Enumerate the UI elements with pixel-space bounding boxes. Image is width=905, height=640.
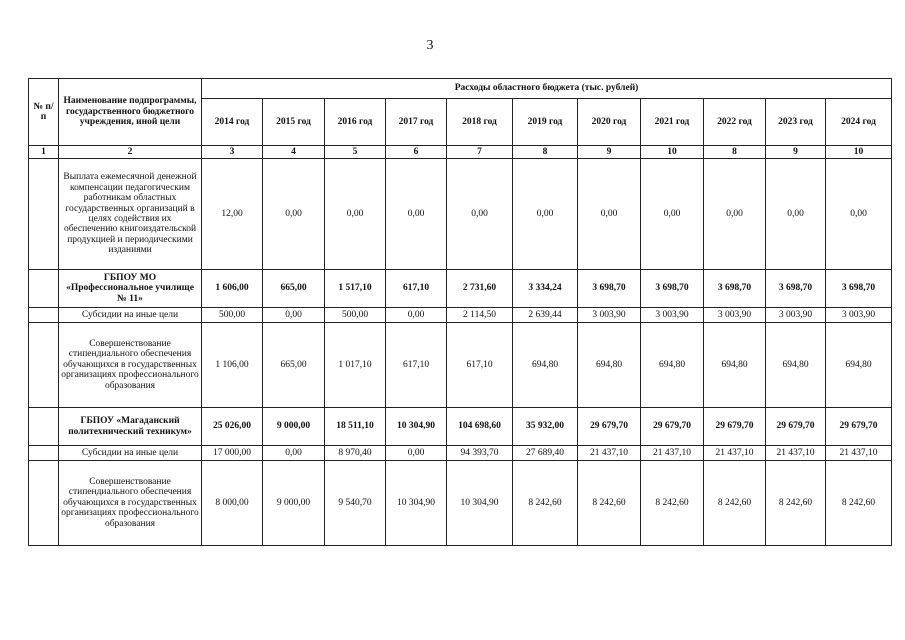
header-year: 2020 год bbox=[578, 99, 641, 146]
row-number bbox=[29, 446, 59, 461]
cell-value: 3 003,90 bbox=[704, 308, 766, 323]
cell-value: 21 437,10 bbox=[641, 446, 704, 461]
cell-value: 3 003,90 bbox=[766, 308, 826, 323]
header-year: 2022 год bbox=[704, 99, 766, 146]
cell-value: 8 242,60 bbox=[578, 461, 641, 546]
cell-value: 0,00 bbox=[826, 159, 892, 270]
table-row bbox=[29, 159, 892, 270]
row-number bbox=[29, 408, 59, 446]
cell-value: 617,10 bbox=[386, 270, 447, 308]
cell-value: 3 698,70 bbox=[826, 270, 892, 308]
cell-value: 8 970,40 bbox=[325, 446, 386, 461]
cell-value: 3 334,24 bbox=[513, 270, 578, 308]
cell-value: 29 679,70 bbox=[578, 408, 641, 446]
cell-value: 8 242,60 bbox=[826, 461, 892, 546]
cell-value: 3 698,70 bbox=[641, 270, 704, 308]
cell-value: 8 242,60 bbox=[704, 461, 766, 546]
row-name: ГБПОУ МО «Профессиональное училище № 11» bbox=[59, 270, 202, 308]
column-index: 3 bbox=[202, 146, 263, 159]
column-index: 6 bbox=[386, 146, 447, 159]
header-year: 2017 год bbox=[386, 99, 447, 146]
cell-value: 694,80 bbox=[578, 323, 641, 408]
cell-value: 2 114,50 bbox=[447, 308, 513, 323]
column-index: 4 bbox=[263, 146, 325, 159]
cell-value: 21 437,10 bbox=[578, 446, 641, 461]
cell-value: 29 679,70 bbox=[704, 408, 766, 446]
cell-value: 0,00 bbox=[641, 159, 704, 270]
cell-value: 694,80 bbox=[704, 323, 766, 408]
cell-value: 10 304,90 bbox=[386, 408, 447, 446]
cell-value: 21 437,10 bbox=[704, 446, 766, 461]
table-row bbox=[29, 446, 892, 461]
column-index: 8 bbox=[704, 146, 766, 159]
cell-value: 94 393,70 bbox=[447, 446, 513, 461]
page-number: 3 bbox=[426, 38, 434, 53]
cell-value: 0,00 bbox=[766, 159, 826, 270]
cell-value: 21 437,10 bbox=[826, 446, 892, 461]
cell-value: 8 000,00 bbox=[202, 461, 263, 546]
cell-value: 104 698,60 bbox=[447, 408, 513, 446]
cell-value: 17 000,00 bbox=[202, 446, 263, 461]
cell-value: 8 242,60 bbox=[766, 461, 826, 546]
header-year: 2014 год bbox=[202, 99, 263, 146]
cell-value: 2 639,44 bbox=[513, 308, 578, 323]
cell-value: 8 242,60 bbox=[641, 461, 704, 546]
cell-value: 0,00 bbox=[704, 159, 766, 270]
cell-value: 694,80 bbox=[513, 323, 578, 408]
table-row bbox=[29, 408, 892, 446]
cell-value: 1 517,10 bbox=[325, 270, 386, 308]
header-year: 2018 год bbox=[447, 99, 513, 146]
cell-value: 1 606,00 bbox=[202, 270, 263, 308]
cell-value: 9 540,70 bbox=[325, 461, 386, 546]
row-number bbox=[29, 308, 59, 323]
cell-value: 10 304,90 bbox=[447, 461, 513, 546]
header-year: 2021 год bbox=[641, 99, 704, 146]
column-index: 10 bbox=[641, 146, 704, 159]
cell-value: 3 003,90 bbox=[641, 308, 704, 323]
cell-value: 0,00 bbox=[386, 308, 447, 323]
row-number bbox=[29, 461, 59, 546]
column-index: 9 bbox=[578, 146, 641, 159]
row-number bbox=[29, 323, 59, 408]
header-year: 2024 год bbox=[826, 99, 892, 146]
cell-value: 25 026,00 bbox=[202, 408, 263, 446]
row-name: Совершенствование стипендиального обеспечения обучающихся в государственных организациях профессионального образования bbox=[59, 323, 202, 408]
cell-value: 617,10 bbox=[447, 323, 513, 408]
cell-value: 617,10 bbox=[386, 323, 447, 408]
header-number: № п/п bbox=[29, 79, 59, 146]
cell-value: 3 003,90 bbox=[578, 308, 641, 323]
cell-value: 35 932,00 bbox=[513, 408, 578, 446]
column-index: 8 bbox=[513, 146, 578, 159]
column-index-row bbox=[29, 146, 892, 159]
column-index: 10 bbox=[826, 146, 892, 159]
cell-value: 500,00 bbox=[202, 308, 263, 323]
cell-value: 1 106,00 bbox=[202, 323, 263, 408]
budget-expenses-table bbox=[28, 78, 892, 546]
cell-value: 694,80 bbox=[766, 323, 826, 408]
cell-value: 0,00 bbox=[578, 159, 641, 270]
column-index: 2 bbox=[59, 146, 202, 159]
cell-value: 2 731,60 bbox=[447, 270, 513, 308]
cell-value: 9 000,00 bbox=[263, 408, 325, 446]
table-row bbox=[29, 308, 892, 323]
table-row bbox=[29, 323, 892, 408]
cell-value: 3 698,70 bbox=[704, 270, 766, 308]
row-name: Субсидии на иные цели bbox=[59, 446, 202, 461]
cell-value: 9 000,00 bbox=[263, 461, 325, 546]
cell-value: 500,00 bbox=[325, 308, 386, 323]
column-index: 1 bbox=[29, 146, 59, 159]
row-number bbox=[29, 270, 59, 308]
cell-value: 0,00 bbox=[263, 159, 325, 270]
cell-value: 29 679,70 bbox=[766, 408, 826, 446]
cell-value: 3 698,70 bbox=[766, 270, 826, 308]
row-name: ГБПОУ «Магаданский политехнический техникум» bbox=[59, 408, 202, 446]
row-number bbox=[29, 159, 59, 270]
header-year: 2019 год bbox=[513, 99, 578, 146]
cell-value: 0,00 bbox=[325, 159, 386, 270]
header-row bbox=[29, 79, 892, 99]
row-name: Субсидии на иные цели bbox=[59, 308, 202, 323]
cell-value: 665,00 bbox=[263, 270, 325, 308]
cell-value: 3 003,90 bbox=[826, 308, 892, 323]
cell-value: 0,00 bbox=[447, 159, 513, 270]
cell-value: 0,00 bbox=[386, 446, 447, 461]
header-name: Наименование подпрограммы, государственного бюджетного учреждения, иной цели bbox=[59, 79, 202, 146]
header-year: 2023 год bbox=[766, 99, 826, 146]
cell-value: 12,00 bbox=[202, 159, 263, 270]
header-year: 2015 год bbox=[263, 99, 325, 146]
table-row bbox=[29, 270, 892, 308]
cell-value: 0,00 bbox=[263, 308, 325, 323]
row-name: Выплата ежемесячной денежной компенсации педагогическим работникам областных государственных организаций в целях содействия их обеспечению книгоиздательской продукцией и периодическими изданиями bbox=[59, 159, 202, 270]
cell-value: 665,00 bbox=[263, 323, 325, 408]
cell-value: 694,80 bbox=[826, 323, 892, 408]
cell-value: 1 017,10 bbox=[325, 323, 386, 408]
cell-value: 27 689,40 bbox=[513, 446, 578, 461]
cell-value: 0,00 bbox=[386, 159, 447, 270]
header-expenses-group: Расходы областного бюджета (тыс. рублей) bbox=[202, 79, 892, 99]
cell-value: 694,80 bbox=[641, 323, 704, 408]
header-year: 2016 год bbox=[325, 99, 386, 146]
table-row bbox=[29, 461, 892, 546]
row-name: Совершенствование стипендиального обеспечения обучающихся в государственных организациях профессионального образования bbox=[59, 461, 202, 546]
cell-value: 0,00 bbox=[263, 446, 325, 461]
cell-value: 29 679,70 bbox=[826, 408, 892, 446]
cell-value: 0,00 bbox=[513, 159, 578, 270]
column-index: 7 bbox=[447, 146, 513, 159]
cell-value: 29 679,70 bbox=[641, 408, 704, 446]
column-index: 5 bbox=[325, 146, 386, 159]
cell-value: 18 511,10 bbox=[325, 408, 386, 446]
column-index: 9 bbox=[766, 146, 826, 159]
cell-value: 10 304,90 bbox=[386, 461, 447, 546]
cell-value: 8 242,60 bbox=[513, 461, 578, 546]
cell-value: 3 698,70 bbox=[578, 270, 641, 308]
cell-value: 21 437,10 bbox=[766, 446, 826, 461]
